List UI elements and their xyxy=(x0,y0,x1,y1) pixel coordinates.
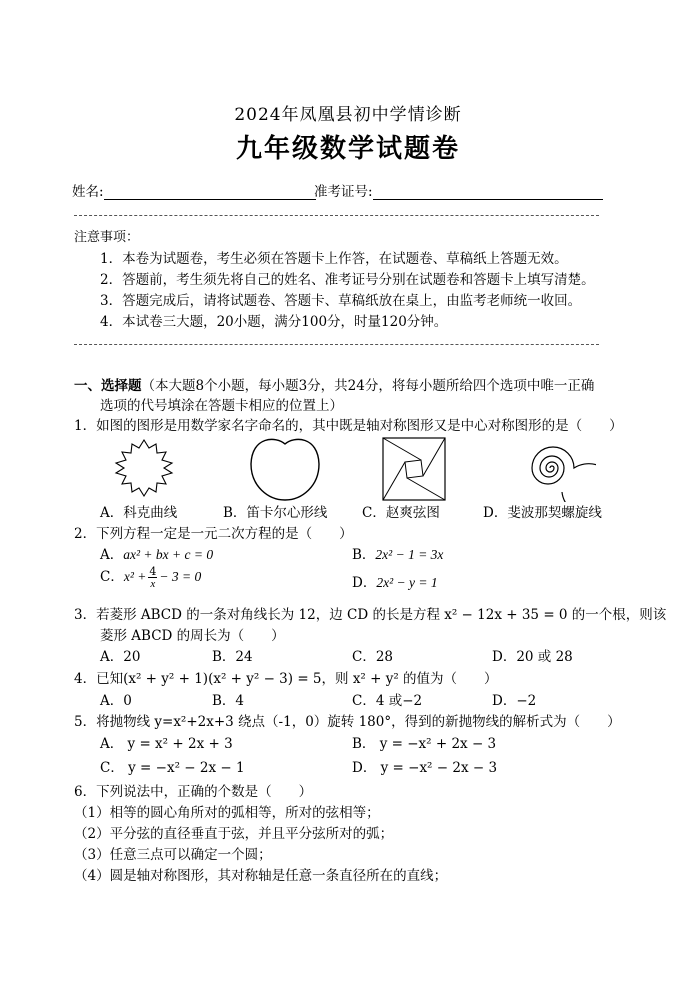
name-label: 姓名: xyxy=(72,184,104,200)
q2-option-d-expr: 2x² − y = 1 xyxy=(376,575,438,590)
q3-option-b: B．24 xyxy=(212,649,253,665)
fraction: $\frac{4}{x}$ xyxy=(149,564,157,590)
fibonacci-spiral-figure xyxy=(520,436,596,502)
q1-option-a: A．科克曲线 xyxy=(100,505,178,521)
q6-statement-4: （4）圆是轴对称图形，其对称轴是任意一条直径所在的直线； xyxy=(74,868,448,884)
q4-option-d: D．−2 xyxy=(492,693,537,709)
q6-statement-2: （2）平分弦的直径垂直于弦，并且平分弦所对的弧； xyxy=(74,826,394,842)
question-2-stem: 2．下列方程一定是一元二次方程的是（ ） xyxy=(74,526,353,542)
q4-option-c: C．4 或−2 xyxy=(352,693,423,709)
cardioid-figure xyxy=(246,434,324,504)
zhao-shuang-figure xyxy=(381,436,449,502)
id-field[interactable] xyxy=(314,180,603,200)
q3-option-d: D．20 或 28 xyxy=(492,649,573,665)
q2-option-b-expr: 2x² − 1 = 3x xyxy=(375,547,444,562)
question-3-stem: 3．若菱形 ABCD 的一条对角线长为 12，边 CD 的长是方程 x² − 12x + 35 = 0 的一个根，则该 xyxy=(74,607,667,623)
q2-option-a-expr: ax² + bx + c = 0 xyxy=(123,547,214,562)
q4-option-b: B．4 xyxy=(212,693,245,709)
q3-option-c: C．28 xyxy=(352,649,394,665)
question-5-stem: 5．将抛物线 y=x²+2x+3 绕点（-1，0）旋转 180°，得到的新抛物线的解析式为（ ） xyxy=(74,714,621,730)
q2-option-c: C．x² + $\frac{4}{x}$ − 3 = 0 xyxy=(100,564,202,590)
q5-option-a: A． y = x² + 2x + 3 xyxy=(100,736,233,752)
q4-option-a: A．0 xyxy=(100,693,132,709)
koch-curve-figure xyxy=(106,436,182,500)
divider-bottom xyxy=(74,344,599,345)
question-4-stem: 4．已知(x² + y² + 1)(x² + y² − 3) = 5，则 x² + y² 的值为（ ） xyxy=(74,671,498,687)
q2-option-a: A．ax² + bx + c = 0 xyxy=(100,547,214,563)
question-3-stem-cont: 菱形 ABCD 的周长为（ ） xyxy=(100,628,285,644)
divider-top xyxy=(74,215,599,216)
notice-item: 3．答题完成后，请将试题卷、答题卡、草稿纸放在桌上，由监考老师统一收回。 xyxy=(100,293,582,309)
q5-option-d: D． y = −x² − 2x − 3 xyxy=(352,760,498,776)
q5-option-b: B． y = −x² + 2x − 3 xyxy=(352,736,497,752)
q2-option-d: D．2x² − y = 1 xyxy=(352,575,438,591)
notice-item: 4．本试卷三大题，20小题，满分100分，时量120分钟。 xyxy=(100,314,448,330)
section-desc: （本大题8个小题，每小题3分，共24分，将每小题所给四个选项中唯一正确 xyxy=(141,378,595,394)
section-desc-cont: 选项的代号填涂在答题卡相应的位置上） xyxy=(100,398,343,414)
q3-option-a: A．20 xyxy=(100,649,141,665)
notice-item: 1．本卷为试题卷，考生必须在答题卡上作答，在试题卷、草稿纸上答题无效。 xyxy=(100,251,568,267)
q6-statement-1: （1）相等的圆心角所对的弧相等，所对的弦相等； xyxy=(74,805,380,821)
section-heading xyxy=(74,374,594,394)
section-label: 一、选择题 xyxy=(74,378,142,394)
q1-option-c: C．赵爽弦图 xyxy=(362,505,440,521)
question-1-stem: 1．如图的图形是用数学家名字命名的，其中既是轴对称图形又是中心对称图形的是（ ） xyxy=(74,418,623,434)
id-blank[interactable] xyxy=(373,185,603,200)
name-field[interactable] xyxy=(72,180,316,200)
q6-statement-3: （3）任意三点可以确定一个圆； xyxy=(74,847,272,863)
name-blank[interactable] xyxy=(104,185,316,200)
id-label: 准考证号: xyxy=(314,184,373,200)
q1-option-d: D．斐波那契螺旋线 xyxy=(483,505,602,521)
q5-option-c: C． y = −x² − 2x − 1 xyxy=(100,760,245,776)
notice-item: 2．答题前，考生须先将自己的姓名、准考证号分别在试题卷和答题卡上填写清楚。 xyxy=(100,272,595,288)
exam-title: 九年级数学试题卷 xyxy=(235,134,460,164)
q1-option-b: B．笛卡尔心形线 xyxy=(223,505,328,521)
question-6-stem: 6．下列说法中，正确的个数是（ ） xyxy=(74,784,313,800)
q2-option-b: B．2x² − 1 = 3x xyxy=(352,547,444,563)
notice-heading: 注意事项： xyxy=(74,230,140,245)
exam-subtitle: 2024年凤凰县初中学情诊断 xyxy=(234,105,462,125)
